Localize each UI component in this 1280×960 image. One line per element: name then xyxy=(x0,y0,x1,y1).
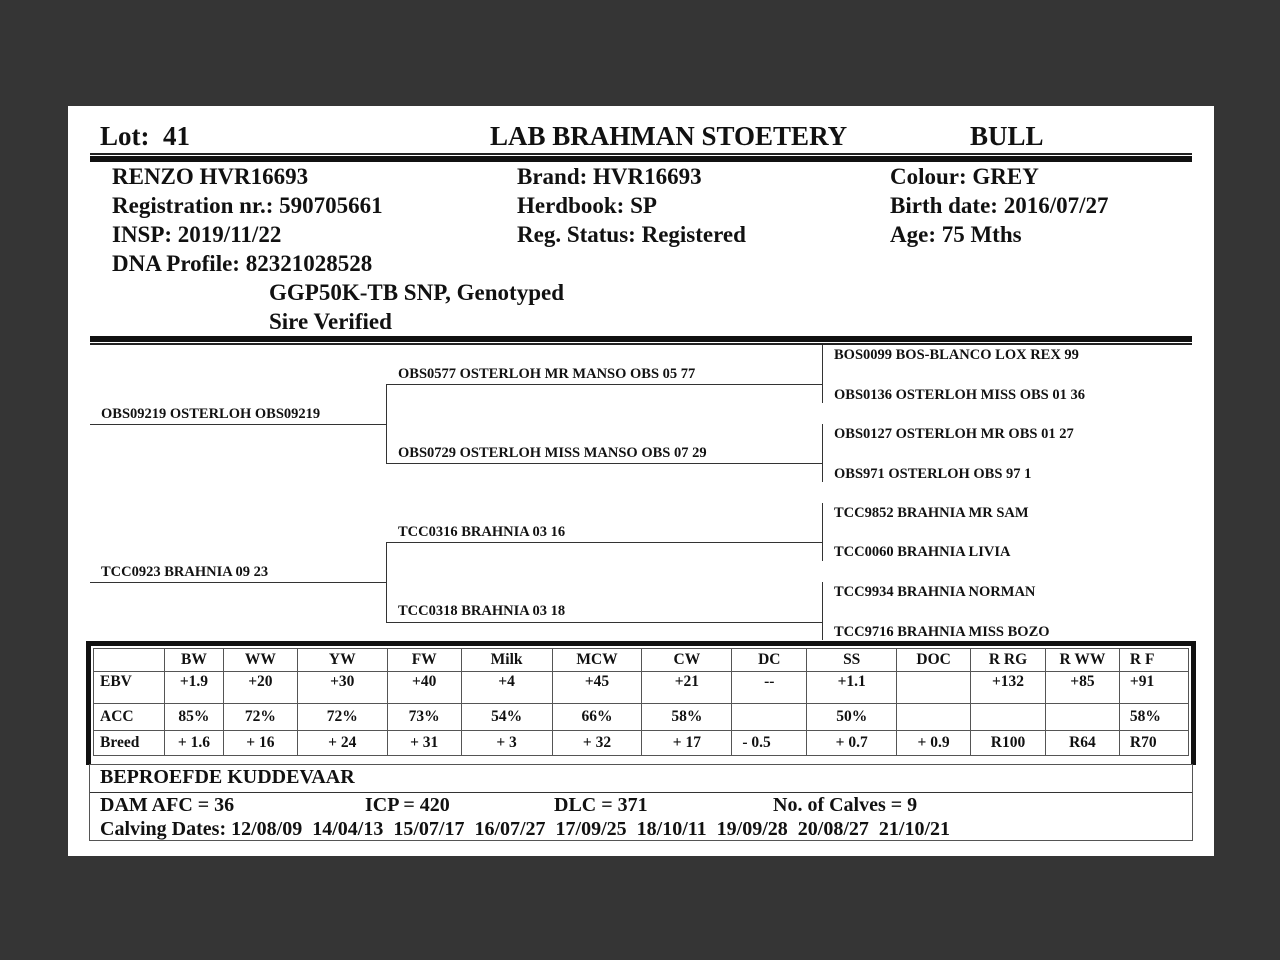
ebv-cell: + 3 xyxy=(461,731,552,756)
animal-info-middle xyxy=(517,162,746,249)
ebv-column-header: YW xyxy=(297,649,387,672)
ebv-cell: 66% xyxy=(552,704,642,731)
lot-label-text: Lot: xyxy=(100,121,150,151)
ebv-column-header: WW xyxy=(223,649,297,672)
ebv-cell: 58% xyxy=(642,704,732,731)
ebv-cell: + 0.7 xyxy=(807,731,897,756)
info-rule-thin xyxy=(90,343,1192,345)
brand: Brand: HVR16693 xyxy=(517,164,702,189)
pedigree-great-grandparent: OBS0127 OSTERLOH MR OBS 01 27 xyxy=(834,426,1074,442)
ebv-cell: + 24 xyxy=(297,731,387,756)
registration-number: Registration nr.: 590705661 xyxy=(112,193,383,218)
pedigree-sire-dam: OBS0729 OSTERLOH MISS MANSO OBS 07 29 xyxy=(398,445,707,461)
ebv-cell: +132 xyxy=(971,672,1046,704)
pedigree-great-grandparent: TCC9852 BRAHNIA MR SAM xyxy=(834,505,1029,521)
pedigree-connector xyxy=(822,582,823,640)
ebv-row-ebv xyxy=(94,672,1189,704)
ebv-column-header: CW xyxy=(642,649,732,672)
ebv-cell: +45 xyxy=(552,672,642,704)
ebv-row-acc xyxy=(94,704,1189,731)
ebv-cell xyxy=(897,672,971,704)
ebv-column-header: R F xyxy=(1119,649,1188,672)
pedigree-great-grandparent: TCC9716 BRAHNIA MISS BOZO xyxy=(834,624,1050,640)
ebv-table xyxy=(93,648,1189,756)
ebv-column-header: R RG xyxy=(971,649,1046,672)
ebv-column-header: Milk xyxy=(461,649,552,672)
pedigree-line xyxy=(90,582,386,583)
herdbook: Herdbook: SP xyxy=(517,193,657,218)
calving-dates: Calving Dates: 12/08/09 14/04/13 15/07/17 16/07/27 17/09/25 18/10/11 19/09/28 20/08/27 21/10/21 xyxy=(100,818,951,840)
ebv-cell: 72% xyxy=(223,704,297,731)
ebv-column-header: MCW xyxy=(552,649,642,672)
ebv-cell: R100 xyxy=(971,731,1046,756)
pedigree-great-grandparent: OBS0136 OSTERLOH MISS OBS 01 36 xyxy=(834,387,1085,403)
birth-date: Birth date: 2016/07/27 xyxy=(890,193,1109,218)
ebv-cell: 58% xyxy=(1119,704,1188,731)
ebv-cell: +4 xyxy=(461,672,552,704)
no-of-calves: No. of Calves = 9 xyxy=(773,794,918,816)
info-rule-thick xyxy=(90,336,1192,342)
header-rule-thin xyxy=(90,153,1192,155)
colour: Colour: GREY xyxy=(890,164,1039,189)
dlc: DLC = 371 xyxy=(554,794,648,816)
age: Age: 75 Mths xyxy=(890,222,1022,247)
ebv-cell xyxy=(732,704,807,731)
pedigree-great-grandparent: TCC0060 BRAHNIA LIVIA xyxy=(834,544,1011,560)
ebv-cell: + 31 xyxy=(387,731,461,756)
animal-category: BULL xyxy=(970,121,1044,151)
lot-number: 41 xyxy=(163,121,190,151)
pedigree-great-grandparent: OBS971 OSTERLOH OBS 97 1 xyxy=(834,466,1032,482)
ebv-cell: +21 xyxy=(642,672,732,704)
lot-label xyxy=(100,121,190,152)
ebv-cell: +1.1 xyxy=(807,672,897,704)
ebv-column-header: FW xyxy=(387,649,461,672)
ebv-cell: + 32 xyxy=(552,731,642,756)
pedigree-line xyxy=(386,463,822,464)
pedigree-dam: TCC0923 BRAHNIA 09 23 xyxy=(101,564,269,580)
pedigree-sire: OBS09219 OSTERLOH OBS09219 xyxy=(101,406,321,422)
ebv-column-header: BW xyxy=(164,649,223,672)
ebv-cell: + 1.6 xyxy=(164,731,223,756)
ebv-cell xyxy=(1045,704,1119,731)
ebv-header-row xyxy=(94,649,1189,672)
ebv-cell: R64 xyxy=(1045,731,1119,756)
pedigree-dam-dam: TCC0318 BRAHNIA 03 18 xyxy=(398,603,566,619)
remark: BEPROEFDE KUDDEVAAR xyxy=(100,766,355,788)
animal-name: RENZO HVR16693 xyxy=(112,164,309,189)
ebv-cell xyxy=(897,704,971,731)
ebv-corner-cell xyxy=(94,649,165,672)
ebv-cell: +20 xyxy=(223,672,297,704)
ebv-column-header: DOC xyxy=(897,649,971,672)
pedigree-sire-sire: OBS0577 OSTERLOH MR MANSO OBS 05 77 xyxy=(398,366,696,382)
icp: ICP = 420 xyxy=(365,794,450,816)
ebv-cell: +30 xyxy=(297,672,387,704)
dam-performance-box xyxy=(89,764,1193,841)
ebv-cell: + 0.9 xyxy=(897,731,971,756)
ebv-row-breed xyxy=(94,731,1189,756)
ebv-cell: R70 xyxy=(1119,731,1188,756)
ebv-cell xyxy=(971,704,1046,731)
ebv-cell: 72% xyxy=(297,704,387,731)
ebv-cell: +91 xyxy=(1119,672,1188,704)
ebv-table-frame xyxy=(86,641,1196,765)
pedigree-line xyxy=(90,424,386,425)
stud-name: LAB BRAHMAN STOETERY xyxy=(490,121,848,151)
pedigree-connector xyxy=(386,384,387,464)
ebv-row-label: Breed xyxy=(94,731,165,756)
pedigree-great-grandparent: BOS0099 BOS-BLANCO LOX REX 99 xyxy=(834,347,1079,363)
pedigree-connector xyxy=(822,424,823,482)
animal-info-right xyxy=(890,162,1109,249)
dam-afc: DAM AFC = 36 xyxy=(100,794,235,816)
ebv-column-header: DC xyxy=(732,649,807,672)
ebv-column-header: SS xyxy=(807,649,897,672)
footer-divider xyxy=(90,792,1192,793)
ebv-cell: +85 xyxy=(1045,672,1119,704)
ebv-cell: +1.9 xyxy=(164,672,223,704)
dna-profile: DNA Profile: 82321028528 xyxy=(112,251,373,276)
ebv-row-label: ACC xyxy=(94,704,165,731)
ebv-cell: 85% xyxy=(164,704,223,731)
pedigree-line xyxy=(386,622,822,623)
ebv-cell: 50% xyxy=(807,704,897,731)
reg-status: Reg. Status: Registered xyxy=(517,222,746,247)
insp-date: INSP: 2019/11/22 xyxy=(112,222,282,247)
pedigree-connector xyxy=(822,345,823,403)
ebv-column-header: R WW xyxy=(1045,649,1119,672)
pedigree-dam-sire: TCC0316 BRAHNIA 03 16 xyxy=(398,524,566,540)
ebv-cell: + 16 xyxy=(223,731,297,756)
ebv-cell: 73% xyxy=(387,704,461,731)
pedigree-connector xyxy=(822,503,823,561)
pedigree-line xyxy=(386,384,822,385)
ebv-cell: - 0.5 xyxy=(732,731,807,756)
pedigree-line xyxy=(386,542,822,543)
ebv-cell: 54% xyxy=(461,704,552,731)
ebv-row-label: EBV xyxy=(94,672,165,704)
ebv-cell: + 17 xyxy=(642,731,732,756)
pedigree-connector xyxy=(386,542,387,622)
lot-catalogue-page xyxy=(68,106,1214,856)
ebv-cell: -- xyxy=(732,672,807,704)
dna-genotype: GGP50K-TB SNP, Genotyped xyxy=(269,280,564,305)
animal-info-left xyxy=(112,162,564,336)
pedigree-great-grandparent: TCC9934 BRAHNIA NORMAN xyxy=(834,584,1036,600)
ebv-cell: +40 xyxy=(387,672,461,704)
dna-verification: Sire Verified xyxy=(269,309,392,334)
